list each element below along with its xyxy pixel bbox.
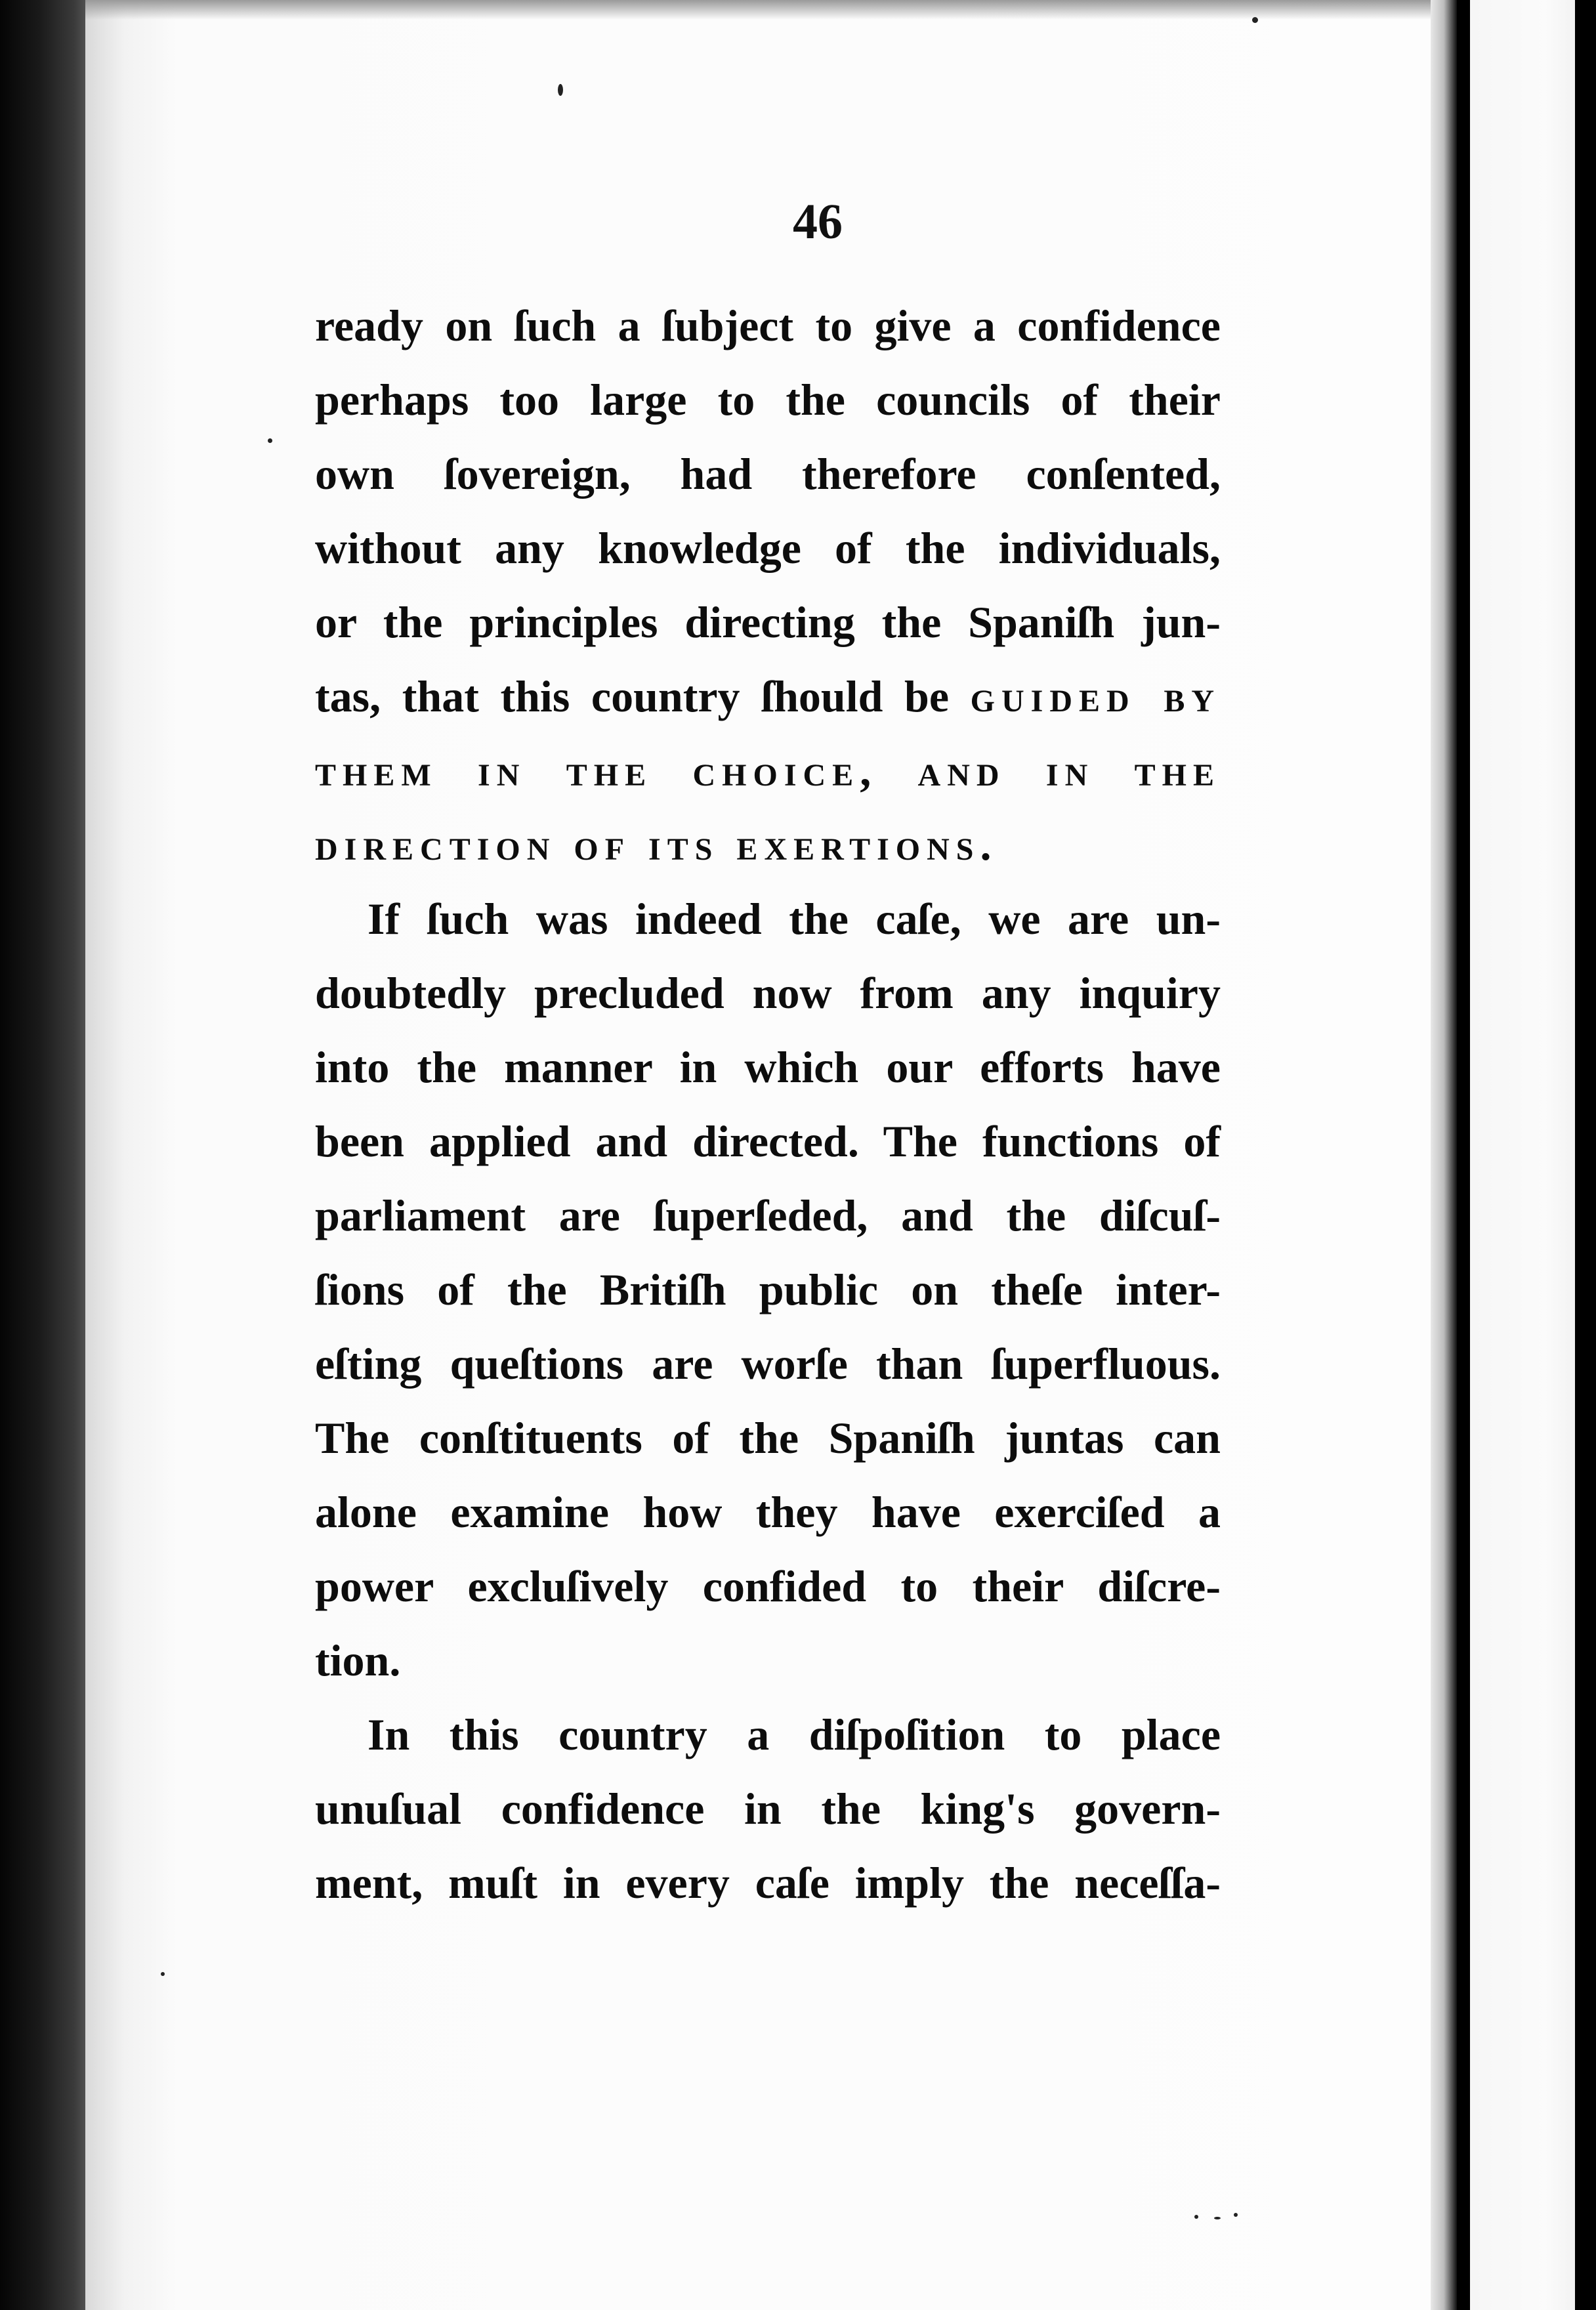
text-line: alone examine how they have exerciſed a [315, 1487, 1221, 1537]
text-line: power excluſively confided to their diſcre- [315, 1561, 1221, 1611]
binding-gutter [0, 0, 98, 2310]
ink-speck [558, 84, 563, 96]
text-line: perhaps too large to the councils of their [315, 375, 1221, 425]
text-line: ready on ſuch a ſubject to give a confidence [315, 301, 1221, 350]
small-caps-line: them in the choice, and in the [315, 746, 1221, 795]
text-segment: tas, that this country ſhould be [315, 671, 950, 721]
text-line: unuſual confidence in the king's govern- [315, 1784, 1221, 1834]
text-line: ſions of the Britiſh public on theſe inter- [315, 1265, 1221, 1314]
text-line: been applied and directed. The functions of [315, 1116, 1221, 1166]
text-line: eſting queſtions are worſe than ſuperfluous. [315, 1339, 1221, 1389]
ink-speck [268, 438, 272, 443]
ink-speck [1234, 2213, 1238, 2217]
page-top-shadow [85, 0, 1431, 20]
text-line: without any knowledge of the individuals, [315, 523, 1221, 573]
text-line: ment, muſt in every caſe imply the neceſſa- [315, 1858, 1221, 1908]
small-caps-line: direction of its exertions. [315, 820, 998, 870]
page-number: 46 [793, 194, 843, 249]
text-line: The conſtituents of the Spaniſh juntas can [315, 1413, 1221, 1463]
text-line: doubtedly precluded now from any inquiry [315, 968, 1221, 1018]
page-divider [1457, 0, 1470, 2310]
ink-speck [161, 1972, 165, 1976]
page-right-edge [1431, 0, 1457, 2310]
text-line [315, 660, 1221, 734]
text-line: parliament are ſuperſeded, and the diſcuſ- [315, 1190, 1221, 1240]
small-caps-segment: guided by [970, 671, 1221, 721]
scan-right-border [1575, 0, 1596, 2310]
text-line: into the manner in which our efforts have [315, 1042, 1221, 1092]
ink-speck [1252, 17, 1258, 23]
paragraph-last-line: tion. [315, 1635, 401, 1685]
ink-speck [1214, 2217, 1221, 2219]
ink-speck [1194, 2215, 1198, 2219]
body-text [315, 289, 1221, 1920]
text-line: or the principles directing the Spaniſh jun- [315, 597, 1221, 647]
paragraph-first-line: If ſuch was indeed the caſe, we are un- [368, 894, 1221, 944]
paragraph-first-line: In this country a diſpoſition to place [368, 1710, 1221, 1759]
text-line: own ſovereign, had therefore conſented, [315, 449, 1221, 499]
